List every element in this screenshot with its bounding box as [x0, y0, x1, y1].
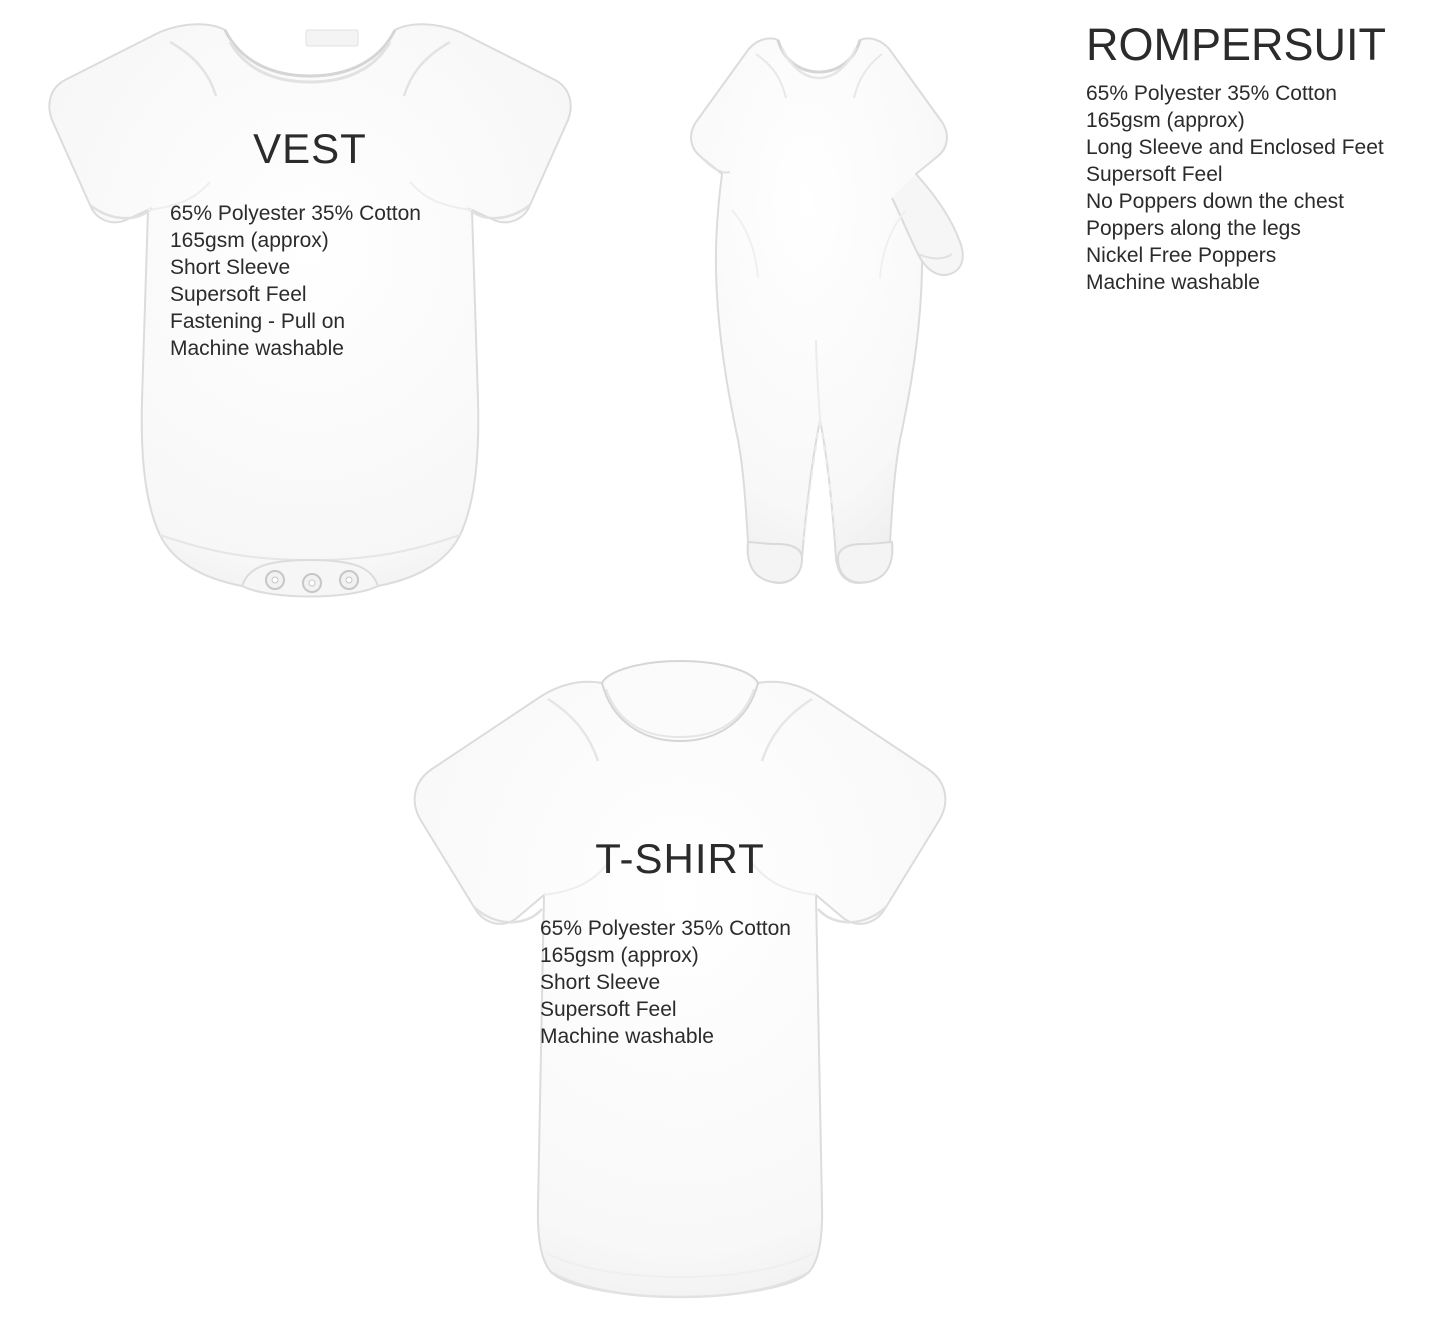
rompersuit-specs — [1086, 80, 1445, 296]
product-rompersuit — [660, 10, 1010, 630]
rompersuit-spec-line: Nickel Free Poppers — [1086, 244, 1277, 267]
product-tshirt — [370, 645, 990, 1325]
vest-spec-line: Short Sleeve — [170, 256, 291, 279]
tshirt-title: T-SHIRT — [595, 835, 765, 882]
rompersuit-spec-line: Poppers along the legs — [1086, 217, 1301, 240]
tshirt-spec-line: 65% Polyester 35% Cotton — [540, 917, 791, 940]
product-vest — [20, 0, 600, 630]
enclosed-foot-left — [748, 542, 802, 583]
vest-spec-line: 65% Polyester 35% Cotton — [170, 202, 421, 225]
tshirt-spec-line: 165gsm (approx) — [540, 944, 699, 967]
tshirt-spec-line: Machine washable — [540, 1025, 714, 1048]
tshirt-specs — [540, 915, 960, 1050]
rompersuit-image — [660, 10, 1010, 630]
vest-spec-line: 165gsm (approx) — [170, 229, 329, 252]
vest-title: VEST — [253, 125, 367, 172]
tshirt-spec-line: Short Sleeve — [540, 971, 661, 994]
vest-spec-line: Fastening - Pull on — [170, 310, 346, 333]
rompersuit-title: ROMPERSUIT — [1086, 19, 1387, 70]
rompersuit-spec-line: No Poppers down the chest — [1086, 190, 1344, 213]
rompersuit-spec-line: 65% Polyester 35% Cotton — [1086, 82, 1337, 105]
rompersuit-spec-line: Machine washable — [1086, 271, 1260, 294]
rompersuit-text-block — [1086, 18, 1445, 296]
tshirt-spec-line: Supersoft Feel — [540, 998, 677, 1021]
size-tab — [306, 30, 358, 46]
enclosed-foot-right — [838, 542, 892, 583]
vest-spec-line: Supersoft Feel — [170, 283, 307, 306]
rompersuit-spec-line: Long Sleeve and Enclosed Feet — [1086, 136, 1384, 159]
rompersuit-spec-line: 165gsm (approx) — [1086, 109, 1245, 132]
rompersuit-spec-line: Supersoft Feel — [1086, 163, 1223, 186]
vest-specs — [170, 200, 590, 362]
vest-spec-line: Machine washable — [170, 337, 344, 360]
